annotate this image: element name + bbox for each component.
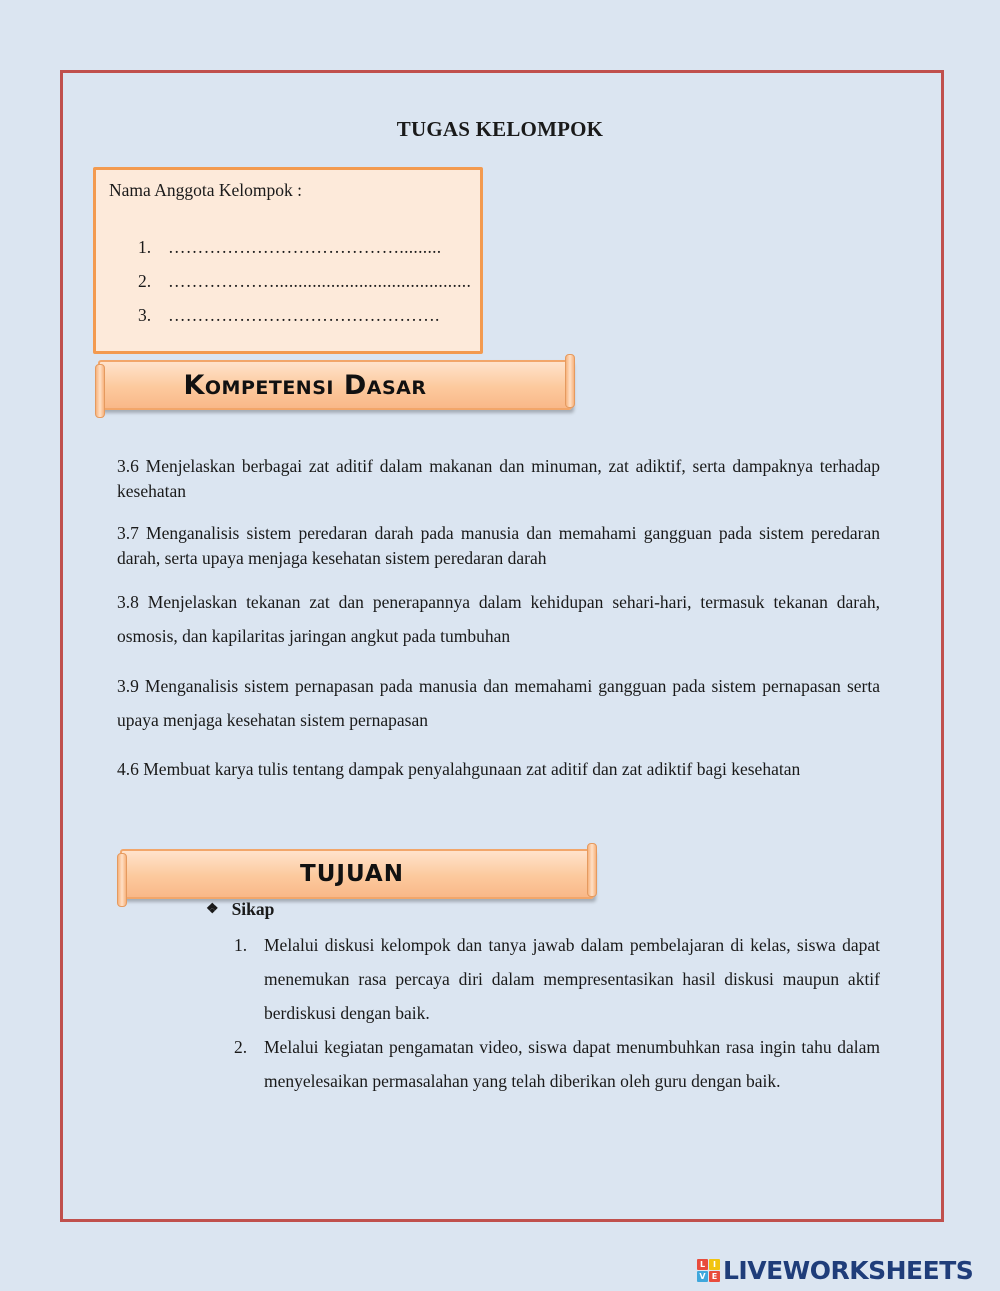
tujuan-item	[234, 1030, 880, 1098]
kompetensi-item: 3.7 Menganalisis sistem peredaran darah pada manusia dan memahami gangguan pada sistem peredaran darah, serta upaya menjaga kesehatan sistem peredaran darah	[117, 523, 880, 568]
tujuan-item	[234, 928, 880, 1030]
tujuan-item-text: Melalui diskusi kelompok dan tanya jawab dalam pembelajaran di kelas, siswa dapat menemukan rasa percaya diri dalam mempresentasikan hasil diskusi maupun aktif berdiskusi dengan baik.	[264, 935, 880, 1023]
group-members-box	[93, 167, 483, 354]
logo-letter: I	[709, 1259, 720, 1270]
group-members-list	[138, 230, 471, 332]
tujuan-item-number: 2.	[234, 1037, 248, 1057]
sikap-title: Sikap	[231, 899, 275, 919]
sikap-heading	[206, 899, 274, 920]
logo-letter: L	[697, 1259, 708, 1270]
member-number: 3.	[138, 305, 152, 325]
tujuan-list	[234, 928, 880, 1098]
kompetensi-item: 3.9 Menganalisis sistem pernapasan pada manusia dan memahami gangguan pada sistem pernapasan serta upaya menjaga kesehatan sistem pernapasan	[117, 676, 880, 730]
member-row[interactable]	[138, 230, 471, 264]
member-row[interactable]	[138, 298, 471, 332]
member-number: 1.	[138, 237, 152, 257]
kompetensi-item: 3.6 Menjelaskan berbagai zat aditif dalam makanan dan minuman, zat adiktif, serta dampaknya terhadap kesehatan	[117, 456, 880, 501]
tujuan-banner	[120, 849, 594, 899]
brand-name: LIVEWORKSHEETS	[723, 1256, 974, 1285]
logo-letter: E	[709, 1271, 720, 1282]
diamond-bullet-icon: ❖	[206, 902, 219, 917]
page-title: TUGAS KELOMPOK	[396, 117, 604, 141]
liveworksheets-logo[interactable]	[697, 1256, 973, 1285]
kompetensi-item: 4.6 Membuat karya tulis tentang dampak penyalahgunaan zat aditif dan zat adiktif bagi kesehatan	[117, 759, 801, 779]
member-name-blank[interactable]: ………………………………….........	[168, 237, 442, 257]
member-row[interactable]	[138, 264, 471, 298]
tujuan-item-number: 1.	[234, 935, 248, 955]
kompetensi-dasar-banner	[98, 360, 572, 410]
kompetensi-dasar-heading: Kompetensi Dasar	[183, 369, 427, 401]
tujuan-item-text: Melalui kegiatan pengamatan video, siswa dapat menumbuhkan rasa ingin tahu dalam menyelesaikan permasalahan yang telah diberikan oleh guru dengan baik.	[264, 1037, 880, 1091]
kompetensi-item: 3.8 Menjelaskan tekanan zat dan penerapannya dalam kehidupan sehari-hari, termasuk tekanan darah, osmosis, dan kapilaritas jaringan angkut pada tumbuhan	[117, 592, 880, 646]
member-number: 2.	[138, 271, 152, 291]
group-members-label: Nama Anggota Kelompok :	[109, 180, 302, 200]
logo-letter: V	[697, 1271, 708, 1282]
tujuan-heading: TUJUAN	[300, 861, 404, 887]
live-blocks-icon	[697, 1259, 720, 1282]
member-name-blank[interactable]: ……………………………………….	[168, 305, 440, 325]
member-name-blank[interactable]: ………………..........................................	[168, 271, 472, 291]
